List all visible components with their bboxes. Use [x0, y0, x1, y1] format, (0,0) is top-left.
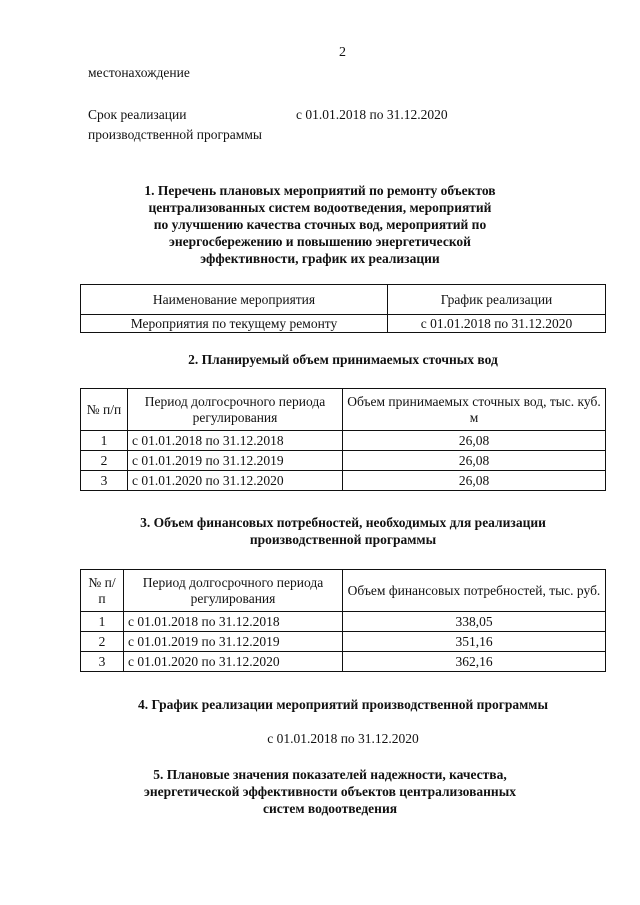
table-row	[81, 451, 606, 471]
term-label-line2: производственной программы	[88, 127, 262, 142]
table-cell: 1	[81, 612, 124, 632]
table-cell: 26,08	[343, 451, 606, 471]
table-cell: с 01.01.2019 по 31.12.2019	[128, 451, 343, 471]
table-row	[81, 612, 606, 632]
column-header: Период долгосрочного периода регулирования	[124, 570, 343, 612]
section5-title-line: систем водоотведения	[262, 801, 398, 816]
table-row	[81, 652, 606, 672]
section5-title	[60, 766, 600, 817]
table-cell: с 01.01.2018 по 31.12.2018	[124, 612, 343, 632]
term-label-line1: Срок реализации	[88, 107, 187, 122]
section2-table	[80, 388, 606, 491]
column-header: Объем финансовых потребностей, тыс. руб.	[343, 570, 606, 612]
section1-title-line: централизованных систем водоотведения, мероприятий	[148, 200, 492, 215]
table-cell: с 01.01.2018 по 31.12.2020	[388, 315, 606, 333]
table-header-row	[81, 389, 606, 431]
column-header: № п/п	[81, 570, 124, 612]
section4-value: с 01.01.2018 по 31.12.2020	[267, 731, 419, 746]
table-row	[81, 431, 606, 451]
term-value: с 01.01.2018 по 31.12.2020	[296, 107, 448, 122]
section3-title-line: 3. Объем финансовых потребностей, необходимых для реализации	[140, 515, 546, 530]
table-header-row	[81, 570, 606, 612]
section1-title	[80, 182, 560, 267]
table-cell: 1	[81, 431, 128, 451]
table-cell: Мероприятия по текущему ремонту	[81, 315, 388, 333]
table-row	[81, 315, 606, 333]
section3-table	[80, 569, 606, 672]
section1-table	[80, 284, 606, 333]
table-cell: с 01.01.2018 по 31.12.2018	[128, 431, 343, 451]
table-cell: 2	[81, 632, 124, 652]
page-number: 2	[339, 45, 346, 60]
table-cell: 26,08	[343, 431, 606, 451]
table-cell: 3	[81, 652, 124, 672]
column-header: Период долгосрочного периода регулирования	[128, 389, 343, 431]
table-cell: 351,16	[343, 632, 606, 652]
table-cell: 2	[81, 451, 128, 471]
table-row	[81, 471, 606, 491]
section1-title-line: эффективности, график их реализации	[200, 251, 440, 266]
table-cell: 338,05	[343, 612, 606, 632]
column-header: Объем принимаемых сточных вод, тыс. куб. м	[343, 389, 606, 431]
section2-title: 2. Планируемый объем принимаемых сточных вод	[188, 352, 498, 367]
column-header: График реализации	[388, 285, 606, 315]
table-cell: с 01.01.2019 по 31.12.2019	[124, 632, 343, 652]
section3-title	[80, 514, 606, 548]
section3-title-line: производственной программы	[249, 532, 437, 547]
table-cell: 362,16	[343, 652, 606, 672]
section4-title: 4. График реализации мероприятий производственной программы	[137, 697, 549, 712]
location-label: местонахождение	[88, 65, 190, 80]
section5-title-line: энергетической эффективности объектов централизованных	[143, 784, 516, 799]
column-header: Наименование мероприятия	[81, 285, 388, 315]
table-cell: 26,08	[343, 471, 606, 491]
section5-title-line: 5. Плановые значения показателей надежности, качества,	[153, 767, 507, 782]
section1-title-line: 1. Перечень плановых мероприятий по ремонту объектов	[144, 183, 496, 198]
table-cell: 3	[81, 471, 128, 491]
section1-title-line: по улучшению качества сточных вод, мероприятий по	[153, 217, 487, 232]
table-cell: с 01.01.2020 по 31.12.2020	[128, 471, 343, 491]
table-header-row	[81, 285, 606, 315]
section1-title-line: энергосбережению и повышению энергетической	[169, 234, 471, 249]
table-cell: с 01.01.2020 по 31.12.2020	[124, 652, 343, 672]
table-row	[81, 632, 606, 652]
column-header: № п/п	[81, 389, 128, 431]
